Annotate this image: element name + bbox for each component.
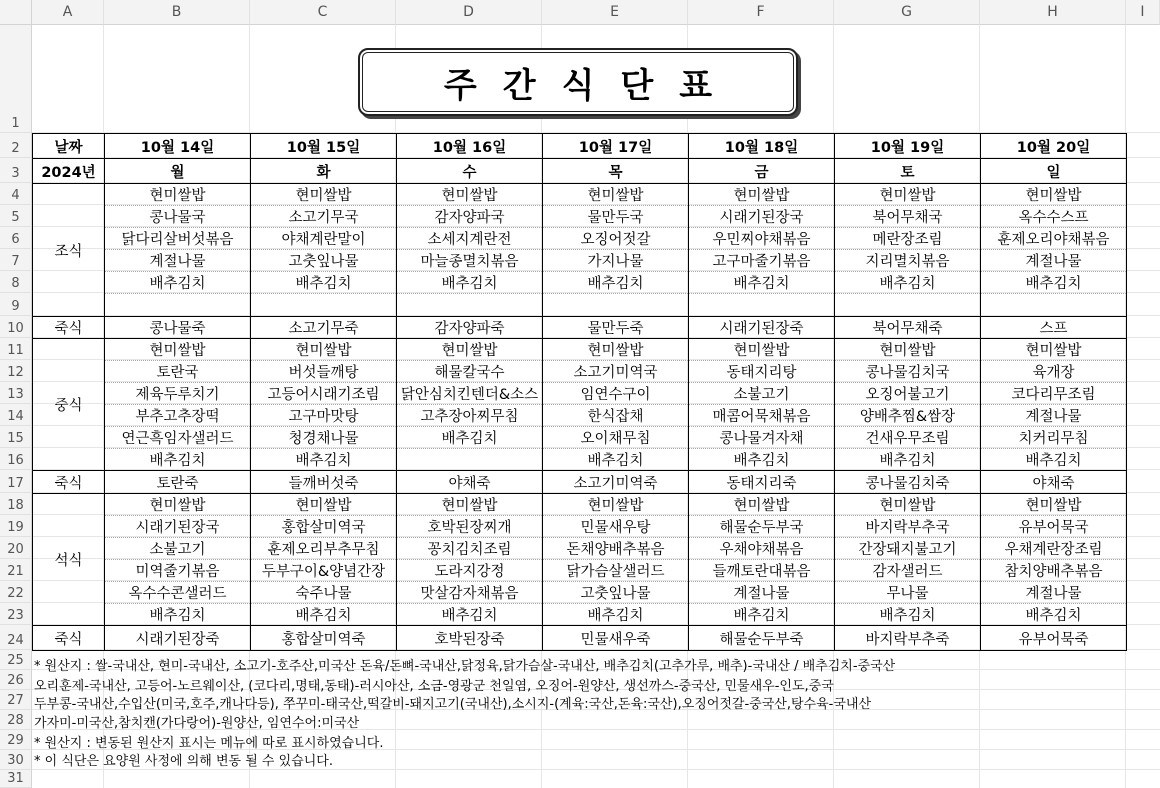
menu-cell[interactable]: 고등어시래기조림 [251,383,397,405]
menu-cell[interactable]: 시래기된장국 [105,516,251,538]
menu-cell[interactable]: 계절나물 [981,582,1127,604]
porridge-cell[interactable]: 스프 [981,317,1127,339]
note-line[interactable]: * 이 식단은 요양원 사정에 의해 변동 될 수 있습니다. [34,754,333,769]
day-cell[interactable]: 목 [543,159,689,184]
menu-cell[interactable]: 도라지강정 [397,560,543,582]
menu-cell[interactable]: 임연수구이 [543,383,689,405]
menu-cell[interactable]: 해물순두부국 [689,516,835,538]
menu-cell[interactable]: 현미쌀밥 [105,494,251,516]
porridge-cell[interactable]: 야채죽 [981,471,1127,494]
menu-cell[interactable]: 현미쌀밥 [835,494,981,516]
menu-cell[interactable]: 배추김치 [835,449,981,471]
menu-cell[interactable]: 현미쌀밥 [543,339,689,361]
menu-cell[interactable]: 소고기미역국 [543,361,689,383]
porridge-cell[interactable]: 야채죽 [397,471,543,494]
menu-cell[interactable] [981,294,1127,317]
day-cell[interactable]: 일 [981,159,1127,184]
menu-cell[interactable]: 현미쌀밥 [981,494,1127,516]
porridge-cell[interactable]: 홍합살미역죽 [251,626,397,651]
menu-cell[interactable]: 청경채나물 [251,427,397,449]
row-header-26[interactable]: 26 [0,670,32,690]
grid-line [32,769,1160,770]
porridge-cell[interactable]: 동태지리죽 [689,471,835,494]
column-header-D[interactable]: D [396,0,542,25]
date-cell[interactable]: 10월 14일 [105,134,251,159]
menu-cell[interactable]: 현미쌀밥 [397,494,543,516]
menu-cell[interactable]: 배추김치 [543,272,689,294]
row-header-30[interactable]: 30 [0,750,32,770]
menu-cell[interactable]: 맛살감자채볶음 [397,582,543,604]
menu-cell[interactable]: 동태지리탕 [689,361,835,383]
menu-cell[interactable]: 계절나물 [689,582,835,604]
menu-cell[interactable]: 무나물 [835,582,981,604]
menu-cell[interactable]: 배추김치 [981,604,1127,626]
row-header-8[interactable]: 8 [0,271,32,293]
menu-cell[interactable]: 현미쌀밥 [981,184,1127,206]
menu-cell[interactable]: 코다리무조림 [981,383,1127,405]
menu-cell[interactable]: 돈채양배추볶음 [543,538,689,560]
menu-cell[interactable]: 우민찌야채볶음 [689,228,835,250]
menu-cell[interactable]: 참치양배추볶음 [981,560,1127,582]
column-header-F[interactable]: F [688,0,834,25]
menu-cell[interactable]: 한식잡채 [543,405,689,427]
row-header-12[interactable]: 12 [0,360,32,382]
menu-cell[interactable]: 꽁치김치조림 [397,538,543,560]
row-header-31[interactable]: 31 [0,770,32,788]
row-header-23[interactable]: 23 [0,603,32,625]
date-cell[interactable]: 10월 19일 [835,134,981,159]
menu-cell[interactable]: 시래기된장국 [689,206,835,228]
porridge-cell[interactable]: 유부어묵죽 [981,626,1127,651]
menu-cell[interactable]: 현미쌀밥 [543,184,689,206]
menu-cell[interactable]: 소불고기 [689,383,835,405]
menu-cell[interactable]: 배추김치 [689,604,835,626]
note-line[interactable]: * 원산지 : 변동된 원산지 표시는 메뉴에 따로 표시하였습니다. [34,736,384,751]
menu-cell[interactable]: 옥수수콘샐러드 [105,582,251,604]
row-header-7[interactable]: 7 [0,249,32,271]
menu-cell[interactable]: 육개장 [981,361,1127,383]
dinner-label-cell[interactable]: 석식 [33,494,105,626]
menu-cell[interactable]: 현미쌀밥 [251,184,397,206]
menu-cell[interactable]: 연근흑임자샐러드 [105,427,251,449]
porridge-cell[interactable]: 북어무채죽 [835,317,981,339]
porridge-cell[interactable]: 시래기된장죽 [105,626,251,651]
menu-cell[interactable]: 배추김치 [835,272,981,294]
menu-cell[interactable]: 현미쌀밥 [397,339,543,361]
column-header-A[interactable]: A [32,0,104,25]
row-header-1[interactable]: 1 [0,25,32,133]
menu-cell[interactable]: 현미쌀밥 [981,339,1127,361]
row-header-27[interactable]: 27 [0,690,32,710]
menu-cell[interactable]: 토란국 [105,361,251,383]
row-header-14[interactable]: 14 [0,404,32,426]
menu-cell[interactable]: 콩나물김치국 [835,361,981,383]
column-header-E[interactable]: E [542,0,688,25]
row-header-18[interactable]: 18 [0,493,32,515]
row-header-28[interactable]: 28 [0,710,32,730]
date-cell[interactable]: 10월 20일 [981,134,1127,159]
menu-cell[interactable]: 두부구이&양념간장 [251,560,397,582]
menu-cell[interactable] [689,294,835,317]
menu-cell[interactable]: 숙주나물 [251,582,397,604]
menu-cell[interactable] [105,294,251,317]
date-cell[interactable]: 10월 15일 [251,134,397,159]
note-line[interactable]: 오리훈제-국내산, 고등어-노르웨이산, (코다리,명태,동태)-러시아산, 소금-영광군 천일염, 오징어-원양산, 생선까스-중국산, 민물새우-인도,중국 [34,679,834,694]
date-cell[interactable]: 10월 17일 [543,134,689,159]
menu-cell[interactable]: 민물새우탕 [543,516,689,538]
menu-cell[interactable]: 양배추찜&쌈장 [835,405,981,427]
menu-cell[interactable]: 바지락부추국 [835,516,981,538]
day-cell[interactable]: 수 [397,159,543,184]
menu-cell[interactable]: 고춧잎나물 [251,250,397,272]
menu-cell[interactable]: 오징어불고기 [835,383,981,405]
row-header-22[interactable]: 22 [0,581,32,603]
menu-cell[interactable]: 콩나물겨자채 [689,427,835,449]
menu-cell[interactable]: 배추김치 [397,427,543,449]
column-header-I[interactable]: I [1126,0,1160,25]
menu-cell[interactable]: 버섯들깨탕 [251,361,397,383]
menu-cell[interactable]: 배추김치 [251,604,397,626]
day-cell[interactable]: 월 [105,159,251,184]
menu-cell[interactable]: 고추장아찌무침 [397,405,543,427]
day-cell[interactable]: 토 [835,159,981,184]
menu-cell[interactable]: 배추김치 [689,272,835,294]
menu-cell[interactable]: 현미쌀밥 [689,494,835,516]
menu-cell[interactable] [835,294,981,317]
menu-cell[interactable]: 물만두국 [543,206,689,228]
row-header-9[interactable]: 9 [0,293,32,316]
menu-cell[interactable]: 고춧잎나물 [543,582,689,604]
menu-cell[interactable]: 해물칼국수 [397,361,543,383]
page-title: 주간식단표 [443,65,739,106]
menu-cell[interactable]: 들깨토란대볶음 [689,560,835,582]
title-box [358,48,798,116]
menu-cell[interactable]: 마늘종멸치볶음 [397,250,543,272]
menu-cell[interactable]: 콩나물국 [105,206,251,228]
porridge-cell[interactable]: 물만두죽 [543,317,689,339]
menu-cell[interactable]: 배추김치 [105,272,251,294]
menu-cell[interactable]: 배추김치 [543,449,689,471]
menu-cell[interactable]: 현미쌀밥 [835,339,981,361]
porridge-label-cell[interactable]: 죽식 [33,626,105,651]
menu-cell[interactable]: 감자샐러드 [835,560,981,582]
row-header-2[interactable]: 2 [0,133,32,158]
menu-cell[interactable]: 매콤어묵채볶음 [689,405,835,427]
menu-cell[interactable]: 닭가슴살샐러드 [543,560,689,582]
row-header-4[interactable]: 4 [0,183,32,205]
row-header-13[interactable]: 13 [0,382,32,404]
menu-cell[interactable]: 배추김치 [397,272,543,294]
date-cell[interactable]: 10월 18일 [689,134,835,159]
menu-cell[interactable]: 현미쌀밥 [251,494,397,516]
menu-cell[interactable]: 현미쌀밥 [835,184,981,206]
row-header-19[interactable]: 19 [0,515,32,537]
menu-cell[interactable]: 닭안심치킨텐더&소스 [397,383,543,405]
porridge-cell[interactable]: 민물새우죽 [543,626,689,651]
select-all-corner[interactable] [0,0,32,25]
menu-cell[interactable]: 훈제오리부추무침 [251,538,397,560]
menu-cell[interactable]: 배추김치 [835,604,981,626]
porridge-cell[interactable]: 감자양파죽 [397,317,543,339]
porridge-cell[interactable]: 소고기미역죽 [543,471,689,494]
menu-cell[interactable]: 현미쌀밥 [689,339,835,361]
menu-cell[interactable] [397,449,543,471]
menu-cell[interactable]: 배추김치 [251,449,397,471]
menu-cell[interactable]: 현미쌀밥 [689,184,835,206]
menu-cell[interactable]: 훈제오리야채볶음 [981,228,1127,250]
column-header-G[interactable]: G [834,0,980,25]
menu-cell[interactable]: 배추김치 [397,604,543,626]
menu-cell[interactable]: 배추김치 [981,449,1127,471]
menu-cell[interactable]: 소세지계란전 [397,228,543,250]
row-header-21[interactable]: 21 [0,559,32,581]
menu-cell[interactable]: 홍합살미역국 [251,516,397,538]
menu-cell[interactable] [397,294,543,317]
menu-cell[interactable] [251,294,397,317]
note-line[interactable]: 가자미-미국산,참치캔(가다랑어)-원양산, 임연수어:미국산 [34,716,360,731]
menu-cell[interactable]: 계절나물 [981,250,1127,272]
menu-cell[interactable]: 북어무채국 [835,206,981,228]
column-header-B[interactable]: B [104,0,250,25]
menu-cell[interactable]: 현미쌀밥 [105,339,251,361]
menu-cell[interactable]: 가지나물 [543,250,689,272]
row-header-15[interactable]: 15 [0,426,32,448]
porridge-cell[interactable]: 콩나물김치죽 [835,471,981,494]
menu-cell[interactable]: 소고기무국 [251,206,397,228]
menu-cell[interactable]: 닭다리살버섯볶음 [105,228,251,250]
year-label-cell[interactable]: 2024년 [33,159,105,184]
row-header-3[interactable]: 3 [0,158,32,183]
row-header-11[interactable]: 11 [0,338,32,360]
note-line[interactable]: * 원산지 : 쌀-국내산, 현미-국내산, 소고기-호주산,미국산 돈육/돈뼈-국내산,닭정육,닭가슴살-국내산, 배추김치(고추가루, 배추)-국내산 / 배추김치-중국산 [34,659,896,674]
menu-cell[interactable]: 치커리무침 [981,427,1127,449]
breakfast-label-cell[interactable]: 조식 [33,184,105,317]
menu-cell[interactable]: 고구마줄기볶음 [689,250,835,272]
row-header-20[interactable]: 20 [0,537,32,559]
menu-cell[interactable]: 계절나물 [105,250,251,272]
menu-cell[interactable]: 야채계란말이 [251,228,397,250]
porridge-label-cell[interactable]: 죽식 [33,317,105,339]
row-header-5[interactable]: 5 [0,205,32,227]
row-header-10[interactable]: 10 [0,316,32,338]
porridge-cell[interactable]: 호박된장죽 [397,626,543,651]
menu-cell[interactable]: 옥수수스프 [981,206,1127,228]
menu-cell[interactable]: 제육두루치기 [105,383,251,405]
row-header-6[interactable]: 6 [0,227,32,249]
menu-cell[interactable]: 부추고추장떡 [105,405,251,427]
menu-cell[interactable] [543,294,689,317]
porridge-cell[interactable]: 들깨버섯죽 [251,471,397,494]
note-line[interactable]: 두부콩-국내산,수입산(미국,호주,캐나다등), 쭈꾸미-태국산,떡갈비-돼지고기(국내산),소시지-(계육:국산,돈육:국산),오징어젓갈-중국산,탕수육-국내산 [34,697,872,712]
menu-cell[interactable]: 배추김치 [689,449,835,471]
menu-cell[interactable]: 오이채무침 [543,427,689,449]
menu-cell[interactable]: 건새우무조림 [835,427,981,449]
lunch-label-cell[interactable]: 중식 [33,339,105,471]
menu-cell[interactable]: 계절나물 [981,405,1127,427]
menu-cell[interactable]: 오징어젓갈 [543,228,689,250]
day-cell[interactable]: 금 [689,159,835,184]
porridge-cell[interactable]: 시래기된장죽 [689,317,835,339]
menu-cell[interactable]: 배추김치 [105,449,251,471]
porridge-cell[interactable]: 소고기무죽 [251,317,397,339]
menu-cell[interactable]: 미역줄기볶음 [105,560,251,582]
menu-cell[interactable]: 현미쌀밥 [105,184,251,206]
porridge-label-cell[interactable]: 죽식 [33,471,105,494]
row-header-16[interactable]: 16 [0,448,32,470]
menu-cell[interactable]: 메란장조림 [835,228,981,250]
menu-cell[interactable]: 고구마맛탕 [251,405,397,427]
menu-cell[interactable]: 유부어묵국 [981,516,1127,538]
menu-cell[interactable]: 현미쌀밥 [397,184,543,206]
menu-cell[interactable]: 배추김치 [981,272,1127,294]
menu-cell[interactable]: 소불고기 [105,538,251,560]
day-cell[interactable]: 화 [251,159,397,184]
date-cell[interactable]: 10월 16일 [397,134,543,159]
date-label-cell[interactable]: 날짜 [33,134,105,159]
menu-table [32,133,1127,651]
menu-cell[interactable]: 지리멸치볶음 [835,250,981,272]
menu-cell[interactable]: 우채야채볶음 [689,538,835,560]
menu-cell[interactable]: 호박된장찌개 [397,516,543,538]
column-header-C[interactable]: C [250,0,396,25]
porridge-cell[interactable]: 해물순두부죽 [689,626,835,651]
menu-cell[interactable]: 배추김치 [543,604,689,626]
menu-cell[interactable]: 현미쌀밥 [251,339,397,361]
porridge-cell[interactable]: 콩나물죽 [105,317,251,339]
row-header-24[interactable]: 24 [0,625,32,650]
row-header-29[interactable]: 29 [0,730,32,750]
porridge-cell[interactable]: 바지락부추죽 [835,626,981,651]
menu-cell[interactable]: 배추김치 [105,604,251,626]
menu-cell[interactable]: 간장돼지불고기 [835,538,981,560]
menu-cell[interactable]: 배추김치 [251,272,397,294]
column-header-H[interactable]: H [980,0,1126,25]
menu-cell[interactable]: 우채계란장조림 [981,538,1127,560]
menu-cell[interactable]: 감자양파국 [397,206,543,228]
menu-cell[interactable]: 현미쌀밥 [543,494,689,516]
porridge-cell[interactable]: 토란죽 [105,471,251,494]
row-header-25[interactable]: 25 [0,650,32,670]
row-header-17[interactable]: 17 [0,470,32,493]
